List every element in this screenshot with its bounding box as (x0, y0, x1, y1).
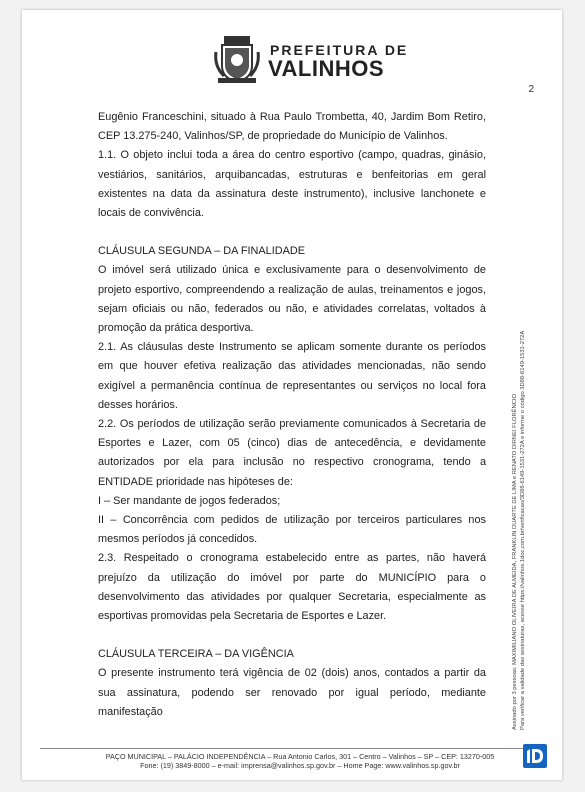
1doc-logo-icon (523, 744, 547, 768)
page-number: 2 (528, 84, 534, 95)
paragraph: Eugênio Franceschini, situado à Rua Paulo Trombetta, 40, Jardim Bom Retiro, CEP 13.275-240, Valinhos/SP, de propriedade do Município de Valinhos. (98, 111, 486, 143)
paragraph: I – Ser mandante de jogos federados; (98, 494, 281, 507)
document-body (98, 108, 486, 722)
1doc-badge-icon (523, 744, 547, 768)
document-page (22, 10, 562, 780)
signature-signers: Assinado por 3 pessoas: MAXIMILIANO OLIVEIRA DE ALMEIDA, FRANKLIN DUARTE DE LIMA e RENATO DIRNEI FLORÊNCIO (512, 394, 518, 730)
footer-address: PAÇO MUNICIPAL – PALÁCIO INDEPENDÊNCIA – Rua Antonio Carlos, 301 – Centro – Valinhos – SP – CEP: 13270-005 (105, 752, 495, 761)
paragraph: 2.3. Respeitado o cronograma estabelecido entre as partes, não haverá prejuízo da utilização do imóvel por parte do MUNICÍPIO para o desenvolvimento das atividades por qualquer Secretaria, especialmente as esportivas promovidas pela Secretaria de Esportes e Lazer. (98, 552, 486, 623)
paragraph: II – Concorrência com pedidos de utilização por terceiros particulares nos mesmos períodos já concedidos. (98, 514, 486, 546)
footer (70, 752, 530, 770)
signature-verification: Para verificar a validade das assinaturas, acesse https://valinhos.1doc.com.br/verificacao/3D88-6149-1531-272A e informe o código 3D88-6149-1531-272A (519, 330, 526, 730)
paragraph: 1.1. O objeto inclui toda a área do centro esportivo (campo, quadras, ginásio, vestiários, sanitários, arquibancadas, estruturas e benfeitorias em geral existentes na data da assinatura deste instrumento), inclusive lanchonete e locais de convivência. (98, 149, 486, 220)
footer-divider (40, 748, 530, 749)
section-heading: CLÁUSULA SEGUNDA – DA FINALIDADE (98, 245, 305, 258)
paragraph: O presente instrumento terá vigência de 02 (dois) anos, contados a partir da sua assinatura, podendo ser renovado por igual período, mediante manifestação (98, 667, 486, 718)
brand-bottom-text: VALINHOS (268, 56, 385, 81)
footer-contact: Fone: (19) 3849-8000 – e-mail: imprensa@valinhos.sp.gov.br – Home Page: www.valinhos.sp.gov.br (140, 761, 460, 770)
section-heading: CLÁUSULA TERCEIRA – DA VIGÊNCIA (98, 648, 294, 661)
paragraph: O imóvel será utilizado única e exclusivamente para o desenvolvimento de projeto esportivo, compreendendo a realização de aulas, treinamentos e jogos, sejam oficiais ou não, federados ou não, e atividades correlatas, voltados à promoção da prática desportiva. (98, 264, 486, 335)
signature-side-note (512, 250, 527, 730)
paragraph: 2.2. Os períodos de utilização serão previamente comunicados à Secretaria de Esportes e Lazer, com 05 (cinco) dias de antecedência, e devidamente autorizados por ela para inclusão no respectivo cronograma, tendo a ENTIDADE prioridade nas hipóteses de: (98, 418, 486, 488)
paragraph: 2.1. As cláusulas deste Instrumento se aplicam somente durante os períodos em que houver efetiva realização das atividades mencionadas, não sendo exigível a permanência contínua de representantes ou serviços no local fora desses horários. (98, 341, 486, 411)
city-crest-icon (214, 36, 260, 84)
header-logo (192, 32, 412, 92)
brand-top-text: PREFEITURA DE (270, 42, 409, 58)
